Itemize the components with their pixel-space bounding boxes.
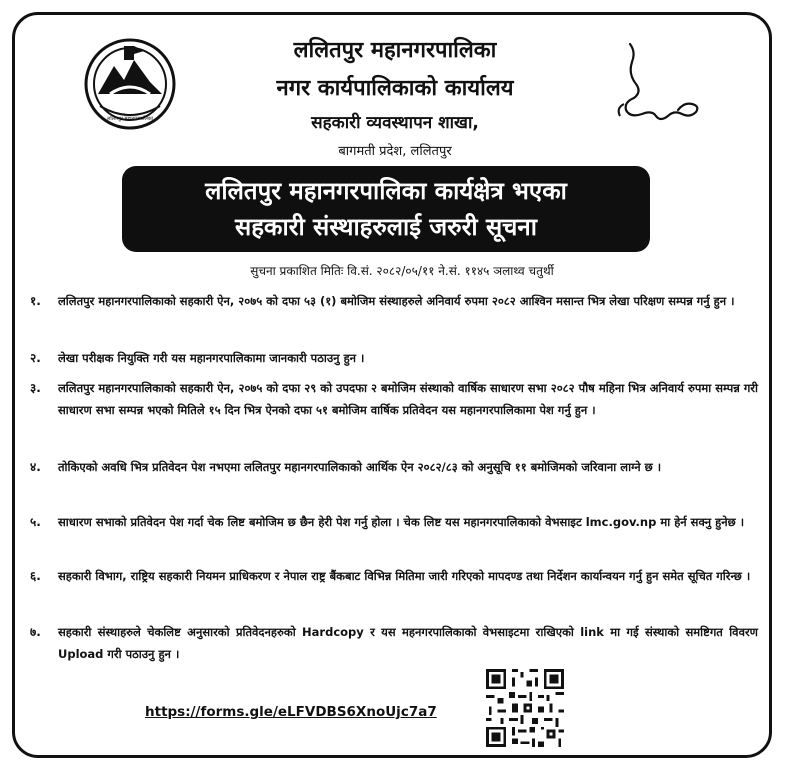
notice-banner [122, 166, 650, 252]
item-number: ७. [30, 625, 41, 639]
form-link[interactable]: https://forms.gle/eLFVDBS6XnoUjc7a7 [145, 704, 437, 720]
item-number: ४. [30, 460, 41, 474]
published-date: सुचना प्रकाशित मितिः वि.सं. २०८२/०५/११ ने.सं. ११४५ ञलाथ्व चतुर्थी [250, 264, 554, 278]
banner-line-2: सहकारी संस्थाहरुलाई जरुरी सूचना [235, 213, 537, 241]
item-text: ललितपुर महानगरपालिकाको सहकारी ऐन, २०७५ को दफा २९ को उपदफा २ बमोजिम संस्थाको वार्षिक साधारण सभा २०८२ पौष महिना भित्र अनिवार्य रुपमा सम्पन्न गरी साधारण सभा सम्पन्न भएको मितिले १५ दिन भित्र ऐनको दफा ५१ बमोजिम वार्षिक प्रतिवेदन यस महानगरपालिकामा पेश गर्नु हुन । [58, 381, 758, 417]
office-subtitle: नगर कार्यपालिकाको कार्यालय [276, 76, 514, 101]
office-address: बागमती प्रदेश, ललितपुर [338, 144, 452, 159]
signature [612, 40, 702, 130]
item-text: ललितपुर महानगरपालिकाको सहकारी ऐन, २०७५ को दफा ५३ (१) बमोजिम संस्थाहरुले अनिवार्य रुपमा २०८२ आश्विन मसान्त भित्र लेखा परिक्षण सम्पन्न गर्नु हुन । [58, 294, 735, 308]
svg-text:ललितपुर महानगरपालिका: ललितपुर महानगरपालिका [107, 116, 153, 122]
office-name: ललितपुर महानगरपालिका [293, 38, 497, 63]
item-number: २. [30, 351, 41, 365]
item-text: तोकिएको अवधि भित्र प्रतिवेदन पेश नभएमा ललितपुर महानगरपालिकाको आर्थिक ऐन २०८२/८३ को अनुसूचि ११ बमोजिमको जरिवाना लाग्ने छ । [58, 460, 662, 474]
municipality-logo [80, 36, 180, 132]
item-number: ६. [30, 569, 41, 583]
banner-line-1: ललितपुर महानगरपालिका कार्यक्षेत्र भएका [205, 177, 567, 205]
department-name: सहकारी व्यवस्थापन शाखा, [311, 113, 479, 133]
item-text: लेखा परीक्षक नियुक्ति गरी यस महानगरपालिकामा जानकारी पठाउनु हुन । [58, 351, 365, 365]
item-number: १. [30, 294, 41, 308]
item-text: सहकारी संस्थाहरुले चेकलिष्ट अनुसारको प्रतिवेदनहरुको Hardcopy र यस महनगरपालिकाको वेभसाइटमा राखिएको link मा गई संस्थाको समष्टिगत विवरण Upload गरी पठाउनु हुन । [58, 625, 758, 661]
item-text: सहकारी विभाग, राष्ट्रिय सहकारी नियमन प्राधिकरण र नेपाल राष्ट्र बैंकबाट विभिन्न मितिमा जारी गरिएको मापदण्ड तथा निर्देशन कार्यान्वयन गर्नु हुन समेत सूचित गरिन्छ । [58, 569, 751, 583]
qr-code [483, 666, 567, 750]
item-text: साधारण सभाको प्रतिवेदन पेश गर्दा चेक लिष्ट बमोजिम छ छैन हेरी पेश गर्नु होला । चेक लिष्ट यस महानगरपालिकाको वेभसाइट lmc.gov.np मा हेर्न सक्नु हुनेछ । [58, 515, 745, 529]
item-number: ३. [30, 381, 41, 395]
item-number: ५. [30, 515, 41, 529]
